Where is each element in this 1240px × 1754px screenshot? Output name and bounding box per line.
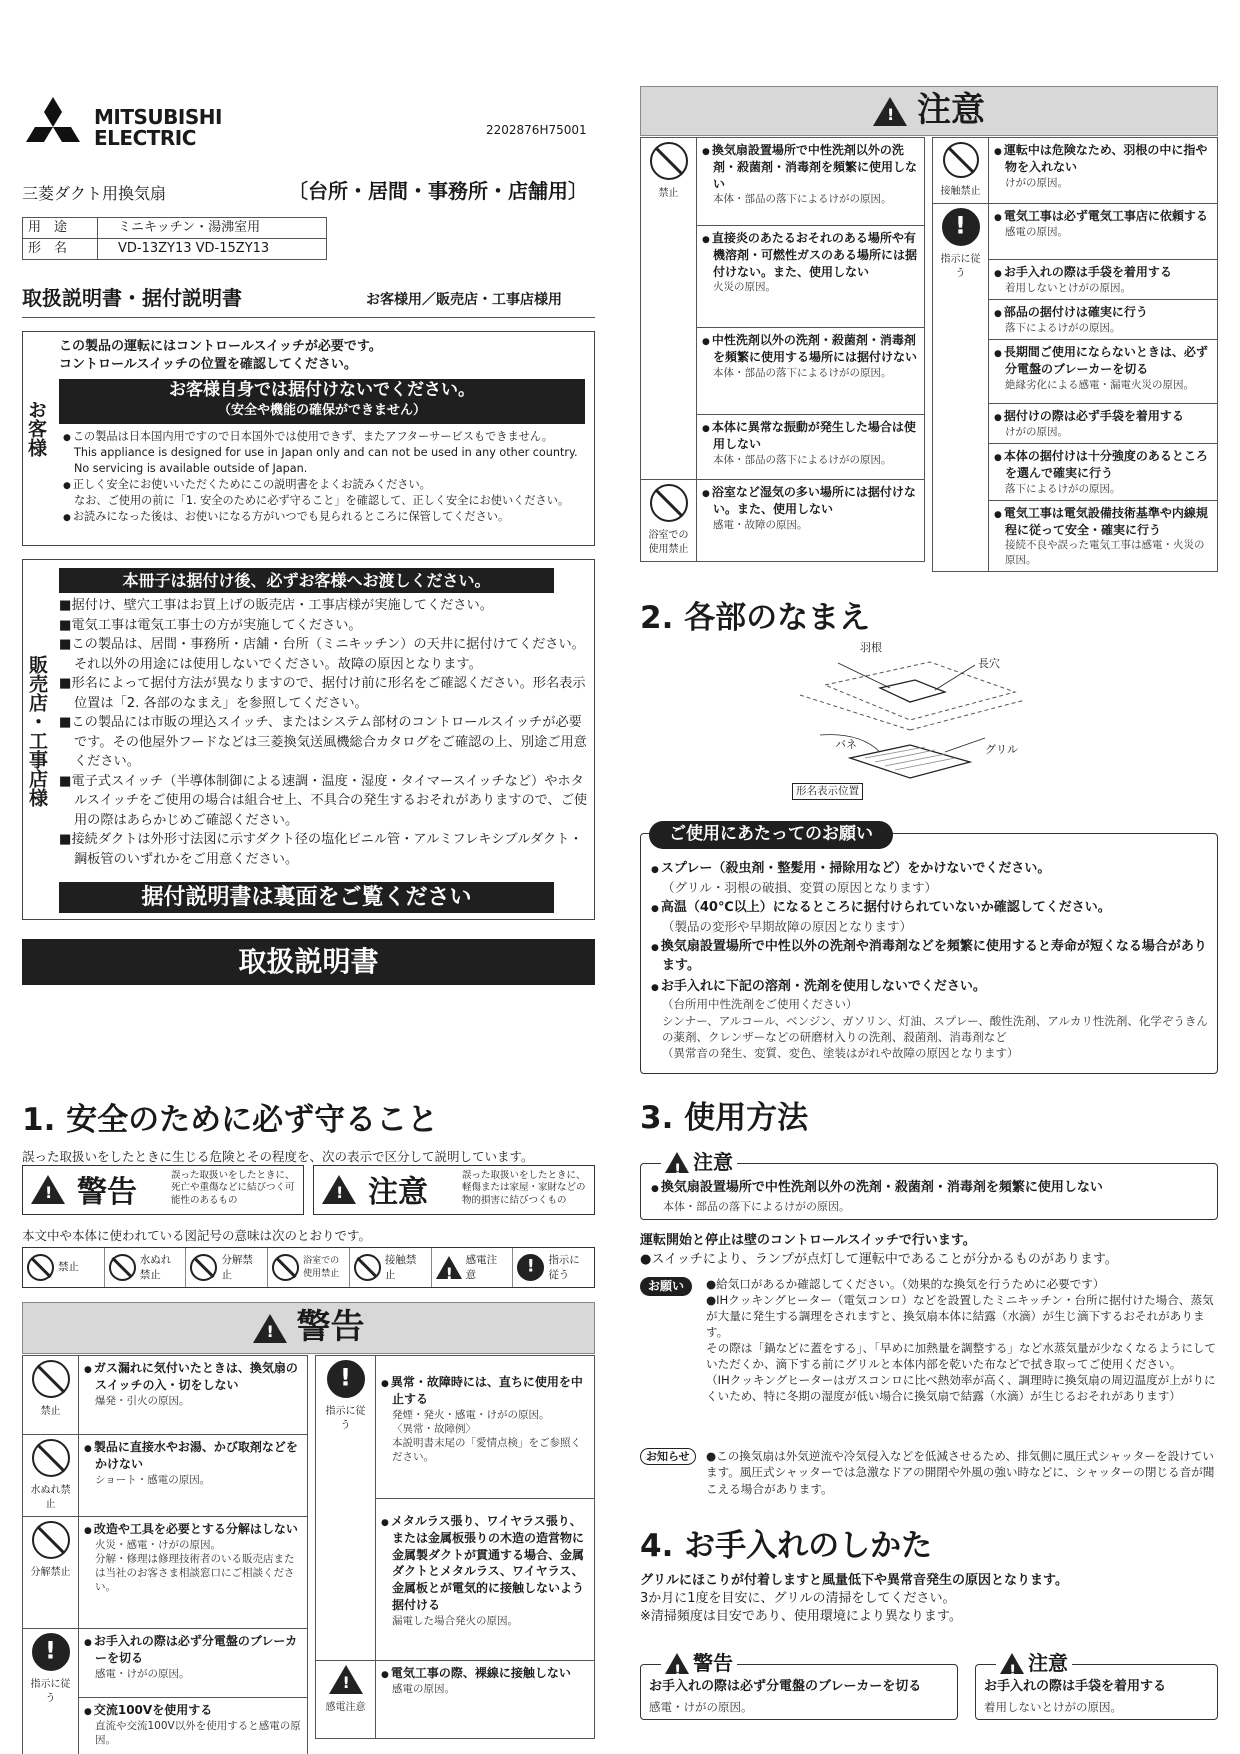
caution-item — [697, 138, 925, 226]
chui-desc: 誤った取扱いをしたときに、軽傷または家屋・家財などの物的損害に結びつくもの — [462, 1170, 586, 1206]
item-text: ● 浴室など湿気の多い場所には据付けない。また、使用しない — [702, 484, 919, 518]
item-text: ● 換気扇設置場所で中性以外の洗剤や消毒剤などを頻繁に使用すると寿命が短くなる場合があります。 — [651, 938, 1211, 976]
caution-triangle-icon — [322, 1175, 356, 1204]
dealer-item: ■形名によって据付方法が異なりますので、据付け前に形名をご確認ください。形名表示位置は「2. 各部のなまえ」を参照してください。 — [59, 676, 586, 711]
item-note: 感電の原因。 — [1005, 225, 1068, 238]
caution-item — [697, 480, 925, 562]
sec2-title: 2. 各部のなまえ — [640, 600, 871, 636]
item-note: 感電・故障の原因。 — [713, 518, 808, 531]
label-bane: バネ — [835, 738, 857, 751]
symbol-no-water — [105, 1248, 187, 1287]
icon-label: 水ぬれ禁止 — [30, 1485, 71, 1510]
warning-title: 警告 — [296, 1307, 365, 1348]
item-text: ● 製品に直接水やお湯、かび取剤などをかけない — [84, 1439, 302, 1473]
symbol-label: 分解禁止 — [221, 1253, 253, 1281]
warning-table-right — [315, 1355, 595, 1739]
prohibit-icon — [27, 1254, 54, 1281]
dealer-items — [59, 596, 589, 869]
electric-shock-icon — [329, 1665, 363, 1694]
sec1-title: 1. 安全のために必ず守ること — [22, 1102, 439, 1138]
request-item — [651, 860, 1211, 897]
note: No servicing is available outside of Japan. — [74, 461, 308, 475]
item-note: 火災・感電・けがの原因。 分解・修理は修理技術者のいる販売店または当社のお客さま相談窓口にご相談ください。 — [95, 1538, 295, 1594]
item-note: （グリル・羽根の破損、変質の原因となります） — [662, 879, 938, 895]
no-bathroom-icon — [650, 484, 688, 522]
symbol-no-touch — [350, 1248, 432, 1287]
item-text: ● 長期間ご使用にならないときは、必ず分電盤のブレーカーを切る — [994, 344, 1212, 378]
caution-item — [989, 260, 1218, 300]
icon-label: 指示に従う — [325, 1406, 366, 1431]
warning-item — [79, 1356, 308, 1435]
no-disassemble-icon — [32, 1521, 70, 1559]
prohibit-icon — [650, 142, 688, 180]
item-text: ● 高温（40℃以上）になるところに据付けられていないか確認してください。 — [651, 899, 1211, 918]
usage-requests-title: ご使用にあたってのお願い — [649, 821, 893, 849]
symbols-intro: 本文中や本体に使われている図記号の意味は次のとおりです。 — [22, 1228, 372, 1243]
torisetsu-banner: 取扱説明書 — [22, 939, 595, 985]
no-touch-icon — [354, 1254, 381, 1281]
symbol-label: 感電注意 — [465, 1253, 498, 1281]
item-text: ● 電気工事は電気設備技術基準や内線規程に従って安全・確実に行う — [994, 505, 1212, 539]
symbol-label: 禁止 — [58, 1261, 79, 1274]
symbol-follow — [513, 1248, 594, 1287]
note: ● 正しく安全にお使いいただくためにこの説明書をよくお読みください。 — [63, 477, 587, 493]
dealer-item: ■この製品には市販の埋込スイッチ、またはシステム部材のコントロールスイッチが必要です。その他屋外フードなどは三菱換気送風機総合カタログをご確認の上、別途ご用意ください。 — [59, 715, 587, 769]
caution-triangle-icon — [873, 97, 907, 126]
note: This appliance is designed for use in Japan only and can not be used in any other country. — [74, 445, 578, 459]
sec4-caution-box — [975, 1651, 1218, 1720]
item-note: 本体・部品の落下によるけがの原因。 — [713, 366, 892, 379]
warning-item — [376, 1499, 595, 1661]
sec4-warning-box — [640, 1651, 958, 1720]
item-note: 絶縁劣化による感電・漏電火災の原因。 — [1005, 378, 1194, 391]
caution-item — [989, 340, 1218, 404]
icon-cell — [641, 480, 697, 562]
item-text: ● 改造や工具を必要とする分解はしない — [84, 1521, 302, 1538]
warning-item — [79, 1698, 308, 1754]
chui-label: 注意 — [368, 1175, 428, 1210]
caution-label: 注意 — [693, 1150, 733, 1174]
item-text: ● 本体に異常な振動が発生した場合は使用しない — [702, 419, 919, 453]
keiko-label: 警告 — [77, 1175, 137, 1210]
warning-item — [79, 1517, 308, 1629]
item-text: ● お手入れの際は手袋を着用する — [994, 264, 1212, 281]
symbol-label: 接触禁止 — [384, 1253, 417, 1281]
sec4-line2: 3か月に1度を目安に、グリルの清掃をしてください。 — [640, 1591, 956, 1606]
note: ● お読みになった後は、お使いになる方がいつでも見られるところに保管してください。 — [63, 509, 587, 525]
item-text: ● 換気扇設置場所で中性洗剤以外の洗剤・殺菌剤・消毒剤を頻繁に使用しない — [702, 142, 919, 192]
electric-shock-icon — [436, 1256, 462, 1279]
caution-triangle-icon — [1000, 1653, 1024, 1674]
no-bathroom-icon — [272, 1254, 299, 1281]
warning-table-left — [22, 1355, 308, 1754]
warning-triangle-icon — [253, 1314, 287, 1343]
warning-header — [22, 1302, 595, 1354]
caution-title: 注意 — [917, 90, 985, 131]
no-water-icon — [32, 1439, 70, 1477]
caution-item — [697, 226, 925, 328]
caution-item — [989, 204, 1218, 260]
warning-item — [79, 1629, 308, 1698]
symbol-label: 指示に従う — [548, 1253, 580, 1281]
warning-item — [376, 1356, 595, 1499]
usage-tag: 〔台所・居間・事務所・店舗用〕 — [288, 179, 588, 203]
item-text: ● 異常・故障時には、直ちに使用を中止する — [381, 1374, 589, 1408]
icon-cell — [23, 1517, 79, 1629]
caution-label: 注意 — [1028, 1651, 1068, 1675]
caution-table-left — [640, 137, 925, 562]
no-touch-icon — [943, 142, 979, 178]
customer-intro: この製品の運転にはコントロールスイッチが必要です。 コントロールスイッチの位置を確認してください。 — [59, 339, 382, 373]
onegai-text: ●給気口があるか確認してください。（効果的な換気を行うために必要です） ●IHクッキングヒーター（電気コンロ）などを設置したミニキッチン・台所に据付けた場合、蒸気が大量に発生する調理をされますと、換気扇本体に結露（水滴）が生じ滴下するおそれがあります。 その際は「鍋などに蓋をする」、「早めに加熱量を調整する」など水蒸気量が少なくなるようにしていただくか、滴下する前にグリルと本体内部を乾いた布などで拭き取ってご使用ください。 （IHクッキングヒーターはガスコンロに比べ熱効率が高く、調理時に換気扇の周辺温度が上がりにくいため、特に冬期の湿度が低い場合に換気扇で結露（水滴）が生じるおそれがあります） — [706, 1277, 1217, 1403]
item-note: けがの原因。 — [1005, 176, 1068, 189]
warning-item — [376, 1661, 595, 1739]
sec4-caution-note: 着用しないとけがの原因。 — [984, 1700, 1122, 1714]
note: ● この製品は日本国内用ですので日本国外では使用できず、またアフターサービスもできません。 — [63, 429, 587, 445]
mandatory-icon — [32, 1633, 70, 1671]
divider — [22, 317, 595, 318]
item-text: ● ガス漏れに気付いたときは、換気扇のスイッチの入・切をしない — [84, 1360, 302, 1394]
caution-item — [697, 415, 925, 480]
item-note: 着用しないとけがの原因。 — [1005, 281, 1131, 294]
sec3-caution-box — [640, 1150, 1218, 1220]
keiko-desc: 誤った取扱いをしたときに、死亡や重傷などに結びつく可能性のあるもの — [171, 1170, 295, 1206]
item-note: （台所用中性洗剤をご使用ください） シンナー、アルコール、ベンジン、ガソリン、灯油、スプレー、酸性洗剤、アルカリ性洗剤、化学ぞうきんの薬剤、クレンザーなどの研磨材入りの洗剤、殺菌剤、消毒剤など （異常音の発生、変質、変色、塗装はがれや故障の原因となります） — [662, 997, 1208, 1060]
sec4-title: 4. お手入れのしかた — [640, 1528, 933, 1564]
banner-sub: （安全や機能の確保ができません） — [217, 403, 426, 418]
sec4-caution-heading — [996, 1649, 1072, 1677]
icon-label: 浴室での使用禁止 — [648, 530, 689, 555]
customer-notes — [63, 429, 587, 524]
symbol-no-bath — [268, 1248, 350, 1287]
item-text: ● 電気工事は必ず電気工事店に依頼する — [994, 208, 1212, 225]
sec4-line1: グリルにほこりが付着しますと風量低下や異常音発生の原因となります。 — [640, 1573, 1068, 1588]
item-note: 発煙・発火・感電・けがの原因。 〈異常・故障例〉 本説明書末尾の「愛情点検」をご参照ください。 — [392, 1408, 581, 1464]
mandatory-icon — [327, 1360, 365, 1398]
symbols-row — [22, 1247, 595, 1288]
product-category: 三菱ダクト用換気扇 — [22, 184, 167, 203]
label-hane: 羽根 — [860, 641, 882, 654]
caution-item — [989, 404, 1218, 444]
item-note: 落下によるけがの原因。 — [1005, 482, 1121, 495]
sec4-warning-note: 感電・けがの原因。 — [649, 1700, 753, 1714]
icon-cell — [641, 138, 697, 480]
item-text: ● スプレー（殺虫剤・整髪用・掃除用など）をかけないでください。 — [651, 860, 1211, 879]
brand-name-line2: ELECTRIC — [94, 126, 196, 150]
mandatory-icon — [517, 1254, 544, 1281]
item-note: 接続不良や誤った電気工事は感電・火災の原因。 — [1005, 539, 1205, 566]
item-note: けがの原因。 — [1005, 425, 1068, 438]
keiko-legend — [22, 1165, 304, 1215]
item-note: 火災の原因。 — [713, 281, 776, 294]
manual-for: お客様用／販売店・工事店様用 — [366, 292, 562, 308]
symbol-prohibit — [23, 1248, 105, 1287]
sec4-warning-heading — [661, 1649, 737, 1677]
dealer-item: ■接続ダクトは外形寸法図に示すダクト径の塩化ビニル管・アルミフレキシブルダクト・鋼板管のいずれかをご用意ください。 — [59, 832, 583, 867]
item-text: ● お手入れに下記の溶剤・洗剤を使用しないでください。 — [651, 978, 1211, 997]
caution-item — [989, 500, 1218, 571]
caution-table-right — [932, 137, 1218, 572]
item-note: 本体・部品の落下によるけがの原因。 — [713, 193, 892, 206]
chui-legend — [313, 1165, 595, 1215]
dealer-box — [22, 559, 595, 920]
caution-triangle-icon — [665, 1152, 689, 1173]
item-text: ● 据付けの際は必ず手袋を着用する — [994, 408, 1212, 425]
item-text: ● お手入れの際は必ず分電盤のブレーカーを切る — [84, 1633, 302, 1667]
dealer-footer: 据付説明書は裏面をご覧ください — [59, 882, 554, 913]
sec3-caution-heading — [661, 1148, 737, 1176]
warning-item — [79, 1435, 308, 1517]
caution-header — [640, 86, 1218, 136]
caution-item — [697, 328, 925, 415]
warning-label: 警告 — [693, 1651, 733, 1675]
item-text: ● メタルラス張り、ワイヤラス張り、または金属板張りの木造の造営物に金属製ダクトが貫通する場合、金属ダクトとメタルラス、ワイヤラス、金属板とが電気的に接触しないよう据付ける — [381, 1513, 589, 1614]
caution-item — [989, 444, 1218, 501]
icon-cell — [933, 138, 989, 204]
request-item — [651, 938, 1211, 976]
sec1-intro: 誤った取扱いをしたときに生じる危険とその程度を、次の表示で区分して説明しています。 — [22, 1149, 534, 1164]
item-note: （製品の変形や早期故障の原因となります） — [662, 918, 913, 934]
mandatory-icon — [942, 208, 980, 246]
dealer-item: ■電子式スイッチ（半導体制御による速調・温度・湿度・タイマースイッチなど）やホタルスイッチをご使用の場合は組合せ上、不具合の発生するおそれがありますので、ご使用の際はあらかじめご確認ください。 — [59, 773, 588, 828]
warning-triangle-icon — [665, 1653, 689, 1674]
customer-box — [22, 331, 595, 546]
icon-cell — [933, 204, 989, 572]
sec3-caution-text: ● 換気扇設置場所で中性洗剤以外の洗剤・殺菌剤・消毒剤を頻繁に使用しない — [651, 1179, 1103, 1197]
dealer-banner: 本冊子は据付け後、必ずお客様へお渡しください。 — [59, 568, 554, 593]
item-note: 爆発・引火の原因。 — [95, 1394, 190, 1407]
item-note: 感電・けがの原因。 — [95, 1667, 190, 1680]
icon-label: 分解禁止 — [30, 1567, 71, 1578]
spec-value: ミニキッチン・湯沸室用 — [98, 218, 327, 239]
ceiling-fan-diagram-icon — [780, 640, 1040, 805]
item-note: 落下によるけがの原因。 — [1005, 321, 1121, 334]
prohibit-icon — [32, 1360, 70, 1398]
sec3-title: 3. 使用方法 — [640, 1100, 809, 1136]
banner-main: お客様自身では据付けないでください。 — [169, 380, 475, 400]
onegai-tag: お願い — [640, 1277, 692, 1296]
sec3-op2: ●スイッチにより、ランプが点灯して運転中であることが分かるものがあります。 — [640, 1252, 1118, 1267]
sec3-caution-note: 本体・部品の落下によるけがの原因。 — [663, 1200, 850, 1213]
oshirase-text: ●この換気扇は外気逆流や冷気侵入などを低減させるため、排気側に風圧式シャッターを設けています。風圧式シャッターでは急激なドアの開閉や外風の強い時などに、シャッターの閉じる音が聞こえる場合があります。 — [706, 1449, 1215, 1496]
item-text: ● 交流100Vを使用する — [84, 1702, 302, 1719]
sec4-warning-text: お手入れの際は必ず分電盤のブレーカーを切る — [649, 1679, 922, 1694]
spec-table — [22, 217, 327, 260]
customer-banner — [59, 379, 585, 424]
icon-cell — [316, 1356, 376, 1661]
brand-logo — [22, 97, 232, 157]
icon-cell — [316, 1661, 376, 1739]
dealer-side-label: 販売店・工事店様 — [26, 655, 48, 807]
dealer-item: ■この製品は、居間・事務所・店舗・台所（ミニキッチン）の天井に据付けてください。それ以外の用途には使用しないでください。故障の原因となります。 — [59, 637, 585, 672]
sec4-caution-text: お手入れの際は手袋を着用する — [984, 1679, 1167, 1694]
caution-item — [989, 138, 1218, 204]
spec-value: VD-13ZY13 VD-15ZY13 — [98, 239, 327, 260]
item-text: ● 運転中は危険なため、羽根の中に指や物を入れない — [994, 142, 1212, 176]
sec4-line3: ※清掃頻度は目安であり、使用環境により異なります。 — [640, 1609, 962, 1624]
sec3-op1: 運転開始と停止は壁のコントロールスイッチで行います。 — [640, 1233, 976, 1248]
icon-label: 指示に従う — [940, 254, 981, 279]
item-note: 本体・部品の落下によるけがの原因。 — [713, 453, 892, 466]
item-text: ● 直接炎のあたるおそれのある場所や有機溶剤・可燃性ガスのある場所には据付けない。また、使用しない — [702, 230, 919, 280]
spec-label: 形 名 — [23, 239, 98, 260]
item-text: ● 中性洗剤以外の洗剤・殺菌剤・消毒剤を頻繁に使用する場所には据付けない — [702, 332, 919, 366]
symbol-label: 浴室での使用禁止 — [303, 1255, 340, 1279]
icon-label: 接触禁止 — [940, 186, 981, 197]
caution-item — [989, 300, 1218, 340]
dealer-item: ■据付け、壁穴工事はお買上げの販売店・工事店様が実施してください。 — [59, 598, 493, 613]
icon-label: 指示に従う — [30, 1679, 71, 1704]
icon-cell — [23, 1356, 79, 1435]
label-grill: グリル — [985, 743, 1018, 756]
request-item — [651, 978, 1211, 1061]
doc-code: 2202876H75001 — [486, 123, 587, 137]
usage-requests-box — [640, 824, 1218, 1074]
item-text: ● 電気工事の際、裸線に接触しない — [381, 1665, 589, 1682]
item-note: 漏電した場合発火の原因。 — [392, 1614, 518, 1627]
spec-label: 用 途 — [23, 218, 98, 239]
symbol-no-disassemble — [186, 1248, 268, 1287]
item-note: 直流や交流100V以外を使用すると感電の原因。 — [95, 1719, 301, 1746]
no-water-icon — [109, 1254, 136, 1281]
symbol-label: 水ぬれ禁止 — [139, 1253, 172, 1281]
warning-triangle-icon — [31, 1175, 65, 1204]
brand-name-line1: MITSUBISHI — [94, 105, 222, 129]
usage-requests-list — [651, 860, 1211, 1061]
item-text: ● 部品の据付けは確実に行う — [994, 304, 1212, 321]
icon-cell — [23, 1435, 79, 1517]
note: なお、ご使用の前に「1. 安全のために必ず守ること」を確認して、正しく安全にお使いください。 — [74, 493, 570, 507]
item-note: ショート・感電の原因。 — [95, 1473, 211, 1486]
dealer-item: ■電気工事は電気工事士の方が実施してください。 — [59, 617, 362, 633]
icon-label: 感電注意 — [325, 1702, 366, 1713]
label-katamei: 形名表示位置 — [792, 783, 863, 800]
label-nagaana: 長穴 — [978, 657, 1000, 670]
icon-cell — [23, 1629, 79, 1754]
parts-diagram — [780, 640, 1040, 805]
oshirase-tag: お知らせ — [640, 1448, 696, 1465]
customer-side-label: お客様 — [25, 400, 47, 457]
three-diamonds-logo-icon — [22, 97, 84, 155]
icon-label: 禁止 — [40, 1406, 61, 1417]
item-note: 感電の原因。 — [392, 1682, 455, 1695]
request-item — [651, 899, 1211, 936]
no-disassemble-icon — [190, 1254, 217, 1281]
symbol-shock — [432, 1248, 514, 1287]
item-text: ● 本体の据付けは十分強度のあるところを選んで確実に行う — [994, 448, 1212, 482]
icon-label: 禁止 — [658, 188, 679, 199]
manual-title: 取扱説明書・据付説明書 — [22, 286, 242, 310]
